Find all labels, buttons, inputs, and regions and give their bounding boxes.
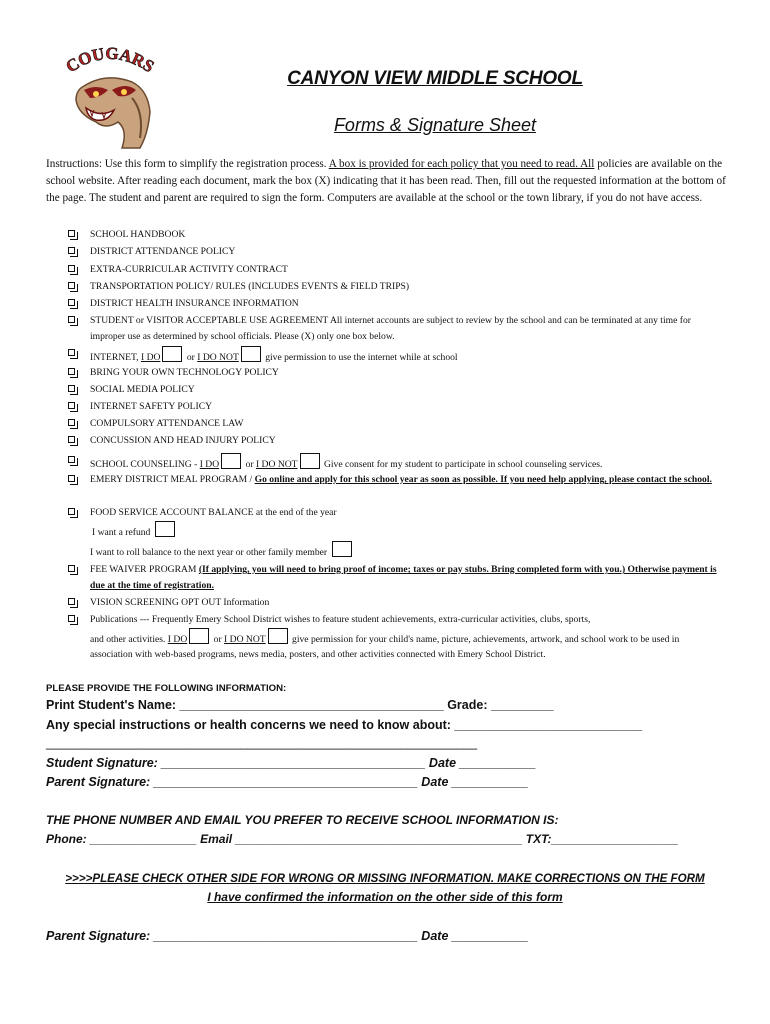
pub-idonot-box[interactable] (268, 628, 288, 644)
instructions-underlined: A box is provided for each policy that you need to read. All (328, 158, 595, 170)
checkbox[interactable] (68, 419, 75, 426)
policy-concussion[interactable] (70, 433, 720, 449)
counsel-label: SCHOOL COUNSELING - (90, 459, 200, 470)
fee-label: FEE WAIVER PROGRAM (90, 564, 199, 575)
policy-label: EXTRA-CURRICULAR ACTIVITY CONTRACT (90, 264, 288, 275)
counsel-idonot-label: I DO NOT (255, 459, 298, 470)
checkbox[interactable] (68, 282, 75, 289)
pub-text-1: Publications --- Frequently Emery School District wishes to feature student achievements, extra-curricular activities, clubs, sports, (90, 614, 591, 625)
policy-label: SCHOOL HANDBOOK (90, 229, 186, 240)
policy-fee-waiver[interactable] (70, 562, 720, 593)
policy-label: SOCIAL MEDIA POLICY (90, 384, 195, 395)
food-refund-option (92, 521, 742, 541)
pub-text-3: give permission for your child's name, picture, achievements, artwork, and school work to be used in association with web-based programs, news media, posters, and other activities connected with Emery School District. (90, 633, 680, 660)
policy-label: FOOD SERVICE ACCOUNT BALANCE at the end of the year (90, 507, 337, 518)
counsel-idonot-box[interactable] (300, 453, 320, 469)
policy-byot[interactable] (70, 365, 720, 381)
pub-idonot-label: I DO NOT (224, 633, 266, 645)
provide-info-heading: PLEASE PROVIDE THE FOLLOWING INFORMATION: (46, 683, 287, 694)
counsel-ido-label: I DO (199, 459, 220, 470)
policy-label: BRING YOUR OWN TECHNOLOGY POLICY (90, 367, 279, 378)
internet-or: or (184, 352, 198, 363)
student-name-field[interactable]: Print Student's Name: ______________________________________ Grade: _________ (46, 698, 554, 712)
policy-vision[interactable] (70, 595, 720, 611)
policy-meal[interactable] (70, 472, 720, 488)
food-refund-box[interactable] (155, 521, 175, 537)
confirmed-text: I have confirmed the information on the other side of this form (207, 890, 563, 904)
special-instructions-field[interactable]: Any special instructions or health concerns we need to know about: ___________________________ (46, 718, 643, 732)
page-title: CANYON VIEW MIDDLE SCHOOL (287, 68, 583, 89)
logo-text: COUGARS (62, 43, 158, 77)
confirmed-notice (0, 890, 770, 904)
policy-insurance[interactable] (70, 296, 720, 312)
policy-handbook[interactable] (70, 227, 720, 243)
checkbox[interactable] (68, 402, 75, 409)
policy-label: STUDENT or VISITOR ACCEPTABLE USE AGREEMENT All internet accounts are subject to review by the school and can be terminated at any time for improper use as determined by school officials. Please (X) only one box below. (90, 315, 691, 342)
counsel-ido-box[interactable] (221, 453, 241, 469)
policy-label: TRANSPORTATION POLICY/ RULES (INCLUDES EVENTS & FIELD TRIPS) (90, 281, 410, 292)
internet-ido-box[interactable] (162, 346, 182, 362)
policy-label: DISTRICT HEALTH INSURANCE INFORMATION (90, 298, 299, 309)
food-roll-label: I want to roll balance to the next year or other family member (90, 547, 328, 558)
checkbox[interactable] (68, 508, 75, 515)
policy-publications[interactable] (70, 612, 720, 663)
pub-text-2: and other activities. (90, 633, 168, 645)
policy-safety[interactable] (70, 399, 720, 415)
policy-acceptable-use[interactable] (70, 313, 720, 344)
meal-text: Go online and apply for this school year as soon as possible. If you need help applying, please contact the school. (254, 474, 712, 485)
student-signature-field[interactable]: Student Signature: ______________________________________ Date ___________ (46, 756, 536, 770)
counsel-or: or (243, 459, 256, 470)
checkbox[interactable] (68, 385, 75, 392)
checkbox[interactable] (68, 316, 75, 323)
meal-label: EMERY DISTRICT MEAL PROGRAM / (90, 474, 255, 485)
policy-label: DISTRICT ATTENDANCE POLICY (90, 246, 236, 257)
policy-label: INTERNET SAFETY POLICY (90, 401, 213, 412)
checkbox[interactable] (68, 436, 75, 443)
checkbox[interactable] (68, 565, 75, 572)
policy-transportation[interactable] (70, 279, 720, 295)
checkbox[interactable] (68, 299, 75, 306)
checkbox[interactable] (68, 368, 75, 375)
checkbox[interactable] (68, 349, 75, 356)
instructions-part1: Instructions: Use this form to simplify the registration process. (46, 158, 329, 170)
checkbox[interactable] (68, 265, 75, 272)
page-subtitle: Forms & Signature Sheet (333, 115, 537, 135)
policy-attendance[interactable] (70, 244, 720, 260)
internet-idonot-label: I DO NOT (197, 352, 239, 363)
policy-compulsory[interactable] (70, 416, 720, 432)
pub-or: or (211, 633, 225, 645)
checkbox[interactable] (68, 475, 75, 482)
check-other-side-notice (0, 872, 770, 885)
internet-text: give permission to use the internet while at school (262, 352, 458, 363)
policy-counseling[interactable] (70, 453, 720, 473)
special-instructions-line[interactable]: ______________________________________________________________ (46, 736, 478, 750)
pub-ido-box[interactable] (189, 628, 209, 644)
food-refund-label: I want a refund (92, 527, 151, 538)
fee-text: (If applying, you will need to bring proof of income; taxes or pay stubs. Bring completed form with you.) Otherwise payment is due at the time of registration. (90, 564, 717, 591)
policy-label: COMPULSORY ATTENDANCE LAW (90, 418, 244, 429)
food-roll-box[interactable] (332, 541, 352, 557)
checkbox[interactable] (68, 247, 75, 254)
parent-signature-field-2[interactable]: Parent Signature: ______________________________________ Date ___________ (46, 929, 529, 943)
policy-food[interactable] (70, 505, 720, 521)
counsel-text: Give consent for my student to participate in school counseling services. (321, 459, 603, 470)
policy-label: VISION SCREENING OPT OUT Information (90, 597, 270, 608)
policy-extracurricular[interactable] (70, 262, 720, 278)
check-other-side-text: >>>>PLEASE CHECK OTHER SIDE FOR WRONG OR MISSING INFORMATION. MAKE CORRECTIONS ON THE FORM (65, 872, 705, 885)
checkbox[interactable] (68, 230, 75, 237)
phone-email-heading: THE PHONE NUMBER AND EMAIL YOU PREFER TO RECEIVE SCHOOL INFORMATION IS: (46, 813, 559, 827)
policy-social[interactable] (70, 382, 720, 398)
instructions-paragraph (46, 156, 726, 207)
pub-ido-label: I DO (167, 633, 188, 645)
checkbox[interactable] (68, 598, 75, 605)
policy-label: CONCUSSION AND HEAD INJURY POLICY (90, 435, 276, 446)
internet-label: INTERNET, (90, 352, 141, 363)
internet-ido-label: I DO (140, 352, 161, 363)
food-roll-option (90, 541, 740, 561)
phone-email-field[interactable]: Phone: ________________ Email ___________________________________________ TXT:___________________ (46, 832, 679, 846)
internet-idonot-box[interactable] (241, 346, 261, 362)
instructions-part2: policies are available on the school website. After reading each document, mark the box (X) indicating that it has been read. Then, fill out the requested information at the bottom of the page. The student and parent are required to sign the form. Computers are available at the school or the town library, if you do not have access. (46, 158, 726, 204)
checkbox[interactable] (68, 615, 75, 622)
parent-signature-field[interactable]: Parent Signature: ______________________________________ Date ___________ (46, 775, 529, 789)
policy-internet[interactable] (70, 346, 720, 366)
checkbox[interactable] (68, 456, 75, 463)
